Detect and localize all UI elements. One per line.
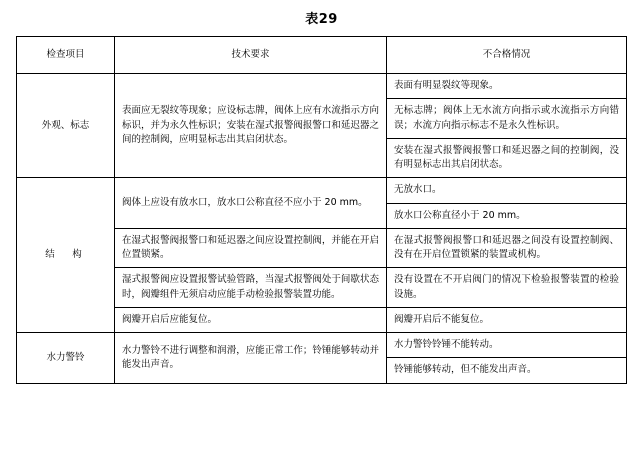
table-header-row [17,37,627,74]
table-header-inspection-item: 检查项目 [17,37,115,74]
page-title: 表29 [305,12,338,27]
table-body [17,74,627,384]
table-row [17,333,627,358]
table-row [17,178,627,203]
requirement-clapper-reset: 阀瓣开启后应能复位。 [115,307,387,332]
defect-item: 无放水口。 [387,178,627,203]
defect-item: 在湿式报警阀报警口和延迟器之间没有设置控制阀、没有在开启位置锁紧的装置或机构。 [387,228,627,268]
requirement-alarm-test-pipe: 湿式报警阀应设置报警试验管路，当湿式报警阀处于间歇状态时，阀瓣组件无须启动应能手动检验报警装置功能。 [115,268,387,308]
table-header [17,37,627,74]
requirement-water-motor-alarm: 水力警铃不进行调整和润滑，应能正常工作；铃锤能够转动并能发出声音。 [115,333,387,384]
requirement-drain-port: 阀体上应设有放水口，放水口公称直径不应小于 20 mm。 [115,178,387,229]
document-page [0,8,643,451]
table-row [17,74,627,99]
table-header-technical-requirement: 技术要求 [115,37,387,74]
defect-item: 放水口公称直径小于 20 mm。 [387,203,627,228]
category-water-motor-alarm: 水力警铃 [17,333,115,384]
category-appearance-marking: 外观、标志 [17,74,115,178]
defect-item: 无标志牌；阀体上无水流方向指示或水流指示方向错误；水流方向指示标志不是永久性标识。 [387,99,627,139]
table-header-nonconformity: 不合格情况 [387,37,627,74]
requirement-control-valve: 在湿式报警阀报警口和延迟器之间应设置控制阀，并能在开启位置锁紧。 [115,228,387,268]
defect-item: 水力警铃铃锤不能转动。 [387,333,627,358]
inspection-table [16,36,627,384]
defect-item: 没有设置在不开启阀门的情况下检验报警装置的检验设施。 [387,268,627,308]
defect-item: 安装在湿式报警阀报警口和延迟器之间的控制阀，没有明显标志出其启闭状态。 [387,138,627,178]
defect-item: 阀瓣开启后不能复位。 [387,307,627,332]
category-structure: 结 构 [17,178,115,333]
defect-item: 铃锤能够转动，但不能发出声音。 [387,358,627,383]
defect-item: 表面有明显裂纹等现象。 [387,74,627,99]
requirement-appearance-marking: 表面应无裂纹等现象；应设标志牌，阀体上应有水流指示方向标识，并为永久性标识；安装在湿式报警阀报警口和延迟器之间的控制阀，应明显标志出其启闭状态。 [115,74,387,178]
